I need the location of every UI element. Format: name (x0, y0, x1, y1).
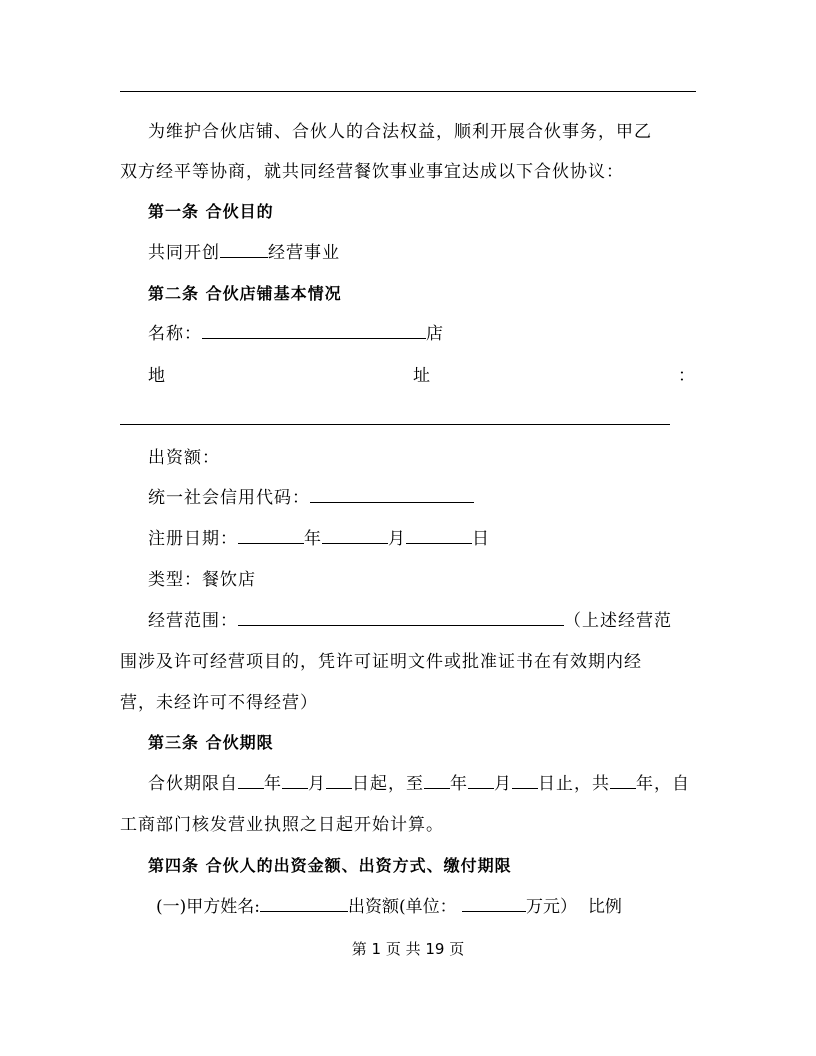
term-end: 日止，共 (538, 774, 610, 794)
term-blank-6 (512, 773, 538, 789)
scope-line-1 (120, 610, 724, 632)
party-a-capital-label: 出资额(单位： (348, 897, 457, 917)
term-line-1 (120, 773, 724, 795)
term-blank-1 (238, 773, 264, 789)
address-line (120, 365, 696, 387)
term-line-2: 工商部门核发营业执照之日起开始计算。 (120, 815, 444, 835)
type-line: 类型：餐饮店 (148, 570, 256, 590)
intro-line-1: 为维护合伙店铺、合伙人的合法权益，顺利开展合伙事务，甲乙 (148, 122, 652, 142)
term-year-2: 年 (450, 774, 468, 794)
party-a-unit: 万元） (526, 897, 578, 917)
term-blank-5 (468, 773, 494, 789)
term-blank-2 (282, 773, 308, 789)
scope-blank (238, 610, 564, 626)
reg-year: 年 (304, 529, 322, 549)
address-char-2: 址 (413, 366, 431, 386)
name-line (120, 323, 724, 345)
intro-line-2: 双方经平等协商，就共同经营餐饮事业事宜达成以下合伙协议： (120, 162, 624, 182)
reg-month: 月 (388, 529, 406, 549)
term-year-1: 年 (264, 774, 282, 794)
page-footer: 第 1 页 共 19 页 (351, 940, 465, 958)
reg-date-line (120, 528, 724, 550)
reg-date-label: 注册日期： (148, 529, 238, 549)
article-1-text-b: 经营事业 (268, 243, 340, 263)
name-blank (202, 323, 426, 339)
reg-day: 日 (472, 529, 490, 549)
term-month-2: 月 (494, 774, 512, 794)
article-1-heading: 第一条 合伙目的 (148, 202, 274, 221)
party-a-name-blank (260, 896, 348, 912)
scope-line-3: 营，未经许可不得经营） (120, 693, 318, 713)
header-rule (120, 91, 696, 92)
capital-line: 出资额： (148, 448, 220, 468)
party-a-capital-blank (462, 896, 526, 912)
article-4-heading: 第四条 合伙人的出资金额、出资方式、缴付期限 (148, 856, 512, 875)
credit-code-blank (310, 487, 474, 503)
name-suffix: 店 (426, 324, 444, 344)
term-month-1: 月 (308, 774, 326, 794)
term-blank-7 (610, 773, 636, 789)
credit-code-label: 统一社会信用代码： (148, 488, 310, 508)
scope-note-1: （上述经营范 (564, 611, 672, 631)
purpose-blank (220, 242, 268, 258)
credit-code-line (120, 487, 724, 509)
address-blank (120, 424, 670, 425)
name-label: 名称： (148, 324, 202, 344)
term-start: 日起，至 (352, 774, 424, 794)
address-char-1: 地 (148, 366, 166, 386)
reg-year-blank (238, 528, 304, 544)
party-a-line (120, 896, 732, 918)
term-years: 年，自 (636, 774, 690, 794)
term-blank-4 (424, 773, 450, 789)
party-a-label: (一)甲方姓名: (156, 897, 260, 917)
article-1-text (120, 242, 724, 264)
scope-label: 经营范围： (148, 611, 238, 631)
article-3-heading: 第三条 合伙期限 (148, 733, 274, 752)
article-2-heading: 第二条 合伙店铺基本情况 (148, 284, 342, 303)
scope-line-2: 围涉及许可经营项目的，凭许可证明文件或批准证书在有效期内经 (120, 652, 642, 672)
term-text-1: 合伙期限自 (148, 774, 238, 794)
term-blank-3 (326, 773, 352, 789)
address-colon: ： (678, 366, 696, 386)
article-1-text-a: 共同开创 (148, 243, 220, 263)
party-a-ratio: 比例 (587, 897, 622, 917)
reg-day-blank (406, 528, 472, 544)
reg-month-blank (322, 528, 388, 544)
